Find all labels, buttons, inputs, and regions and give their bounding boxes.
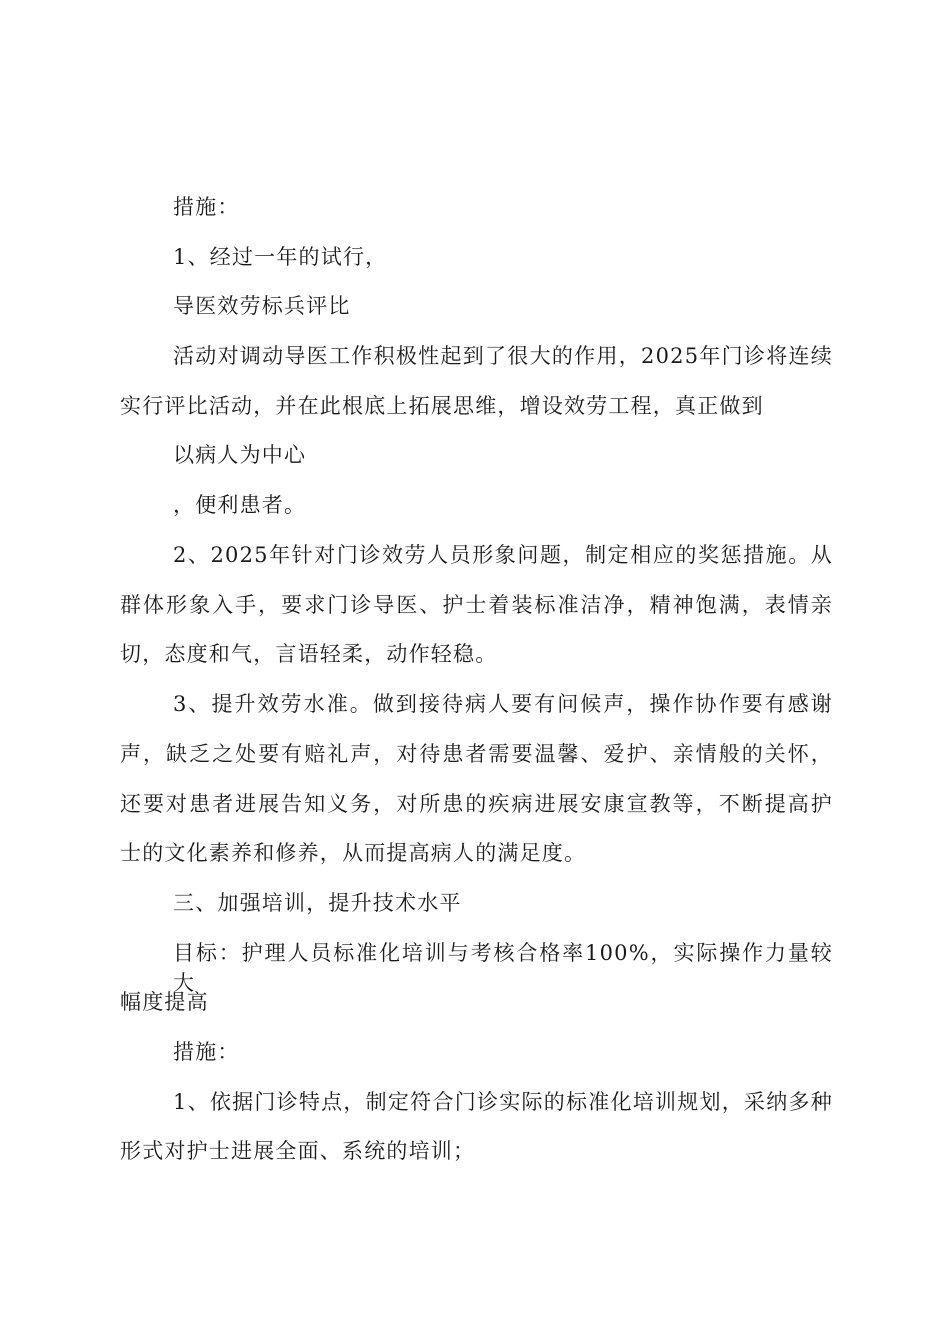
paragraph-line: 还要对患者进展告知义务，对所患的疾病进展安康宣教等，不断提高护 <box>120 792 833 816</box>
paragraph-line: 以病人为中心 <box>173 443 307 467</box>
paragraph-line: 实行评比活动，并在此根底上拓展思维，增设效劳工程，真正做到 <box>120 394 764 418</box>
paragraph-line: 1、经过一年的试行， <box>173 245 388 269</box>
paragraph-line: 2、2025年针对门诊效劳人员形象问题，制定相应的奖惩措施。从 <box>173 543 833 567</box>
paragraph-line: 幅度提高 <box>120 990 209 1014</box>
measures-heading: 措施： <box>173 1040 240 1064</box>
section-heading: 三、加强培训，提升技术水平 <box>173 891 462 915</box>
paragraph-line: 目标：护理人员标准化培训与考核合格率100%，实际操作力量较大 <box>173 941 833 995</box>
paragraph-line: ，便利患者。 <box>173 493 307 517</box>
paragraph-line: 形式对护士进展全面、系统的培训； <box>120 1139 476 1163</box>
paragraph-line: 活动对调动导医工作积极性起到了很大的作用，2025年门诊将连续 <box>173 344 833 368</box>
paragraph-line: 3、提升效劳水准。做到接待病人要有问候声，操作协作要有感谢 <box>173 692 833 716</box>
paragraph-line: 1、依据门诊特点，制定符合门诊实际的标准化培训规划，采纳多种 <box>173 1090 833 1114</box>
measures-heading: 措施： <box>173 195 240 219</box>
paragraph-line: 群体形象入手，要求门诊导医、护士着装标准洁净，精神饱满，表情亲 <box>120 593 833 617</box>
paragraph-line: 导医效劳标兵评比 <box>173 294 351 318</box>
paragraph-line: 声，缺乏之处要有赔礼声，对待患者需要温馨、爱护、亲情般的关怀， <box>120 742 833 766</box>
paragraph-line: 切，态度和气，言语轻柔，动作轻稳。 <box>120 642 498 666</box>
paragraph-line: 士的文化素养和修养，从而提高病人的满足度。 <box>120 841 587 865</box>
